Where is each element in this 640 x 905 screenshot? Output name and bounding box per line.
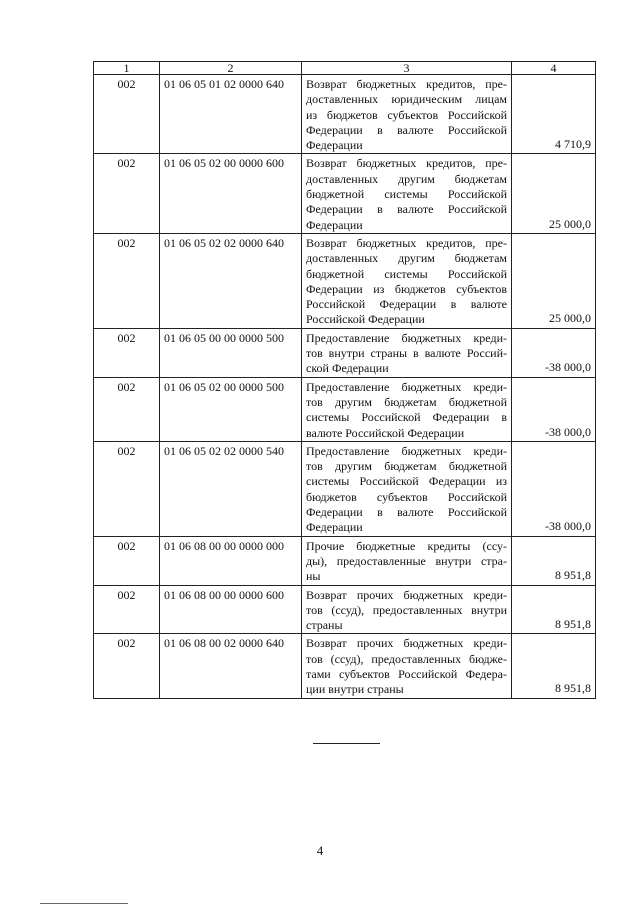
table-row: [94, 634, 596, 698]
footnote-line: [40, 903, 128, 904]
page-number: 4: [316, 843, 324, 858]
description-line: страны: [306, 618, 343, 633]
column-number: 1: [94, 62, 160, 75]
description-cell: [302, 328, 512, 377]
description-line: Возврат бюджетных кредитов, пре-: [306, 235, 507, 250]
budget-classification-code-cell: 01 06 05 00 00 0000 500: [160, 328, 302, 377]
table-row: [94, 75, 596, 154]
description-line: Федерации в валюте Российской: [306, 202, 507, 217]
description-line: тов внутри страны в валюте Россий-: [306, 346, 507, 361]
description-line: Возврат прочих бюджетных креди-: [306, 587, 507, 602]
description-line: ской Федерации: [306, 361, 389, 376]
description-line: Прочие бюджетные кредиты (ссу-: [306, 538, 507, 553]
description-cell: [302, 634, 512, 698]
description-line: Российской Федерации в валюте: [306, 297, 507, 312]
admin-code-cell: 002: [94, 328, 160, 377]
description-line: системы Российской Федерации в: [306, 410, 507, 425]
column-number: 3: [302, 62, 512, 75]
description-line: тов другим бюджетам бюджетной: [306, 459, 507, 474]
table-row: [94, 233, 596, 328]
amount-cell: -38 000,0: [512, 441, 596, 536]
description-line: Российской Федерации: [306, 312, 425, 327]
description-line: Федерации: [306, 520, 363, 535]
column-number-row: [94, 62, 596, 75]
budget-classification-code-cell: 01 06 05 02 02 0000 540: [160, 441, 302, 536]
description-line: Федерации в валюте Российской: [306, 505, 507, 520]
admin-code-cell: 002: [94, 154, 160, 233]
description-line: Возврат прочих бюджетных креди-: [306, 636, 507, 651]
amount-cell: 8 951,8: [512, 634, 596, 698]
table-row: [94, 536, 596, 585]
description-line: Предоставление бюджетных креди-: [306, 443, 507, 458]
table-body: [94, 75, 596, 699]
admin-code-cell: 002: [94, 377, 160, 441]
amount-cell: -38 000,0: [512, 377, 596, 441]
budget-classification-code-cell: 01 06 08 00 02 0000 640: [160, 634, 302, 698]
budget-classification-code-cell: 01 06 05 02 00 0000 600: [160, 154, 302, 233]
description-line: Возврат бюджетных кредитов, пре-: [306, 77, 507, 91]
description-line: доставленных юридическим лицам: [306, 92, 507, 107]
budget-classification-code-cell: 01 06 05 01 02 0000 640: [160, 75, 302, 154]
description-line: тов (ссуд), предоставленных бюдже-: [306, 651, 507, 666]
description-line: Федерации: [306, 138, 363, 153]
admin-code-cell: 002: [94, 634, 160, 698]
admin-code-cell: 002: [94, 441, 160, 536]
budget-classification-code-cell: 01 06 05 02 02 0000 640: [160, 233, 302, 328]
amount-cell: 25 000,0: [512, 233, 596, 328]
description-line: Федерации в валюте Российской: [306, 122, 507, 137]
table-row: [94, 441, 596, 536]
description-line: Федерации из бюджетов субъектов: [306, 281, 507, 296]
description-cell: [302, 377, 512, 441]
description-line: тами субъектов Российской Федера-: [306, 666, 507, 681]
column-number: 2: [160, 62, 302, 75]
table-row: [94, 377, 596, 441]
description-cell: [302, 441, 512, 536]
admin-code-cell: 002: [94, 233, 160, 328]
amount-cell: 4 710,9: [512, 75, 596, 154]
description-line: из бюджетов субъектов Российской: [306, 107, 507, 122]
description-cell: [302, 585, 512, 634]
description-line: Предоставление бюджетных креди-: [306, 330, 507, 345]
budget-classification-code-cell: 01 06 05 02 00 0000 500: [160, 377, 302, 441]
amount-cell: 8 951,8: [512, 536, 596, 585]
budget-classification-code-cell: 01 06 08 00 00 0000 600: [160, 585, 302, 634]
description-line: валюте Российской Федерации: [306, 425, 465, 440]
description-line: доставленных другим бюджетам: [306, 251, 507, 266]
amount-cell: 8 951,8: [512, 585, 596, 634]
admin-code-cell: 002: [94, 536, 160, 585]
budget-classification-code-cell: 01 06 08 00 00 0000 000: [160, 536, 302, 585]
description-line: тов другим бюджетам бюджетной: [306, 394, 507, 409]
admin-code-cell: 002: [94, 75, 160, 154]
description-line: ции внутри страны: [306, 682, 404, 697]
description-line: ды), предоставленные внутри стра-: [306, 553, 507, 568]
description-line: доставленных другим бюджетам: [306, 171, 507, 186]
table-row: [94, 328, 596, 377]
description-cell: [302, 536, 512, 585]
description-line: бюджетной системы Российской: [306, 266, 507, 281]
table-row: [94, 585, 596, 634]
admin-code-cell: 002: [94, 585, 160, 634]
description-line: Возврат бюджетных кредитов, пре-: [306, 156, 507, 171]
description-cell: [302, 233, 512, 328]
amount-cell: 25 000,0: [512, 154, 596, 233]
budget-sources-table: [93, 61, 596, 699]
description-cell: [302, 75, 512, 154]
description-cell: [302, 154, 512, 233]
description-line: системы Российской Федерации из: [306, 474, 507, 489]
description-line: ны: [306, 569, 321, 584]
description-line: тов (ссуд), предоставленных внутри: [306, 602, 507, 617]
description-line: бюджетной системы Российской: [306, 187, 507, 202]
amount-cell: -38 000,0: [512, 328, 596, 377]
description-line: Предоставление бюджетных креди-: [306, 379, 507, 394]
column-number: 4: [512, 62, 596, 75]
table-row: [94, 154, 596, 233]
description-line: Федерации: [306, 217, 363, 232]
description-line: бюджетов субъектов Российской: [306, 489, 507, 504]
end-of-table-rule: [313, 743, 380, 744]
